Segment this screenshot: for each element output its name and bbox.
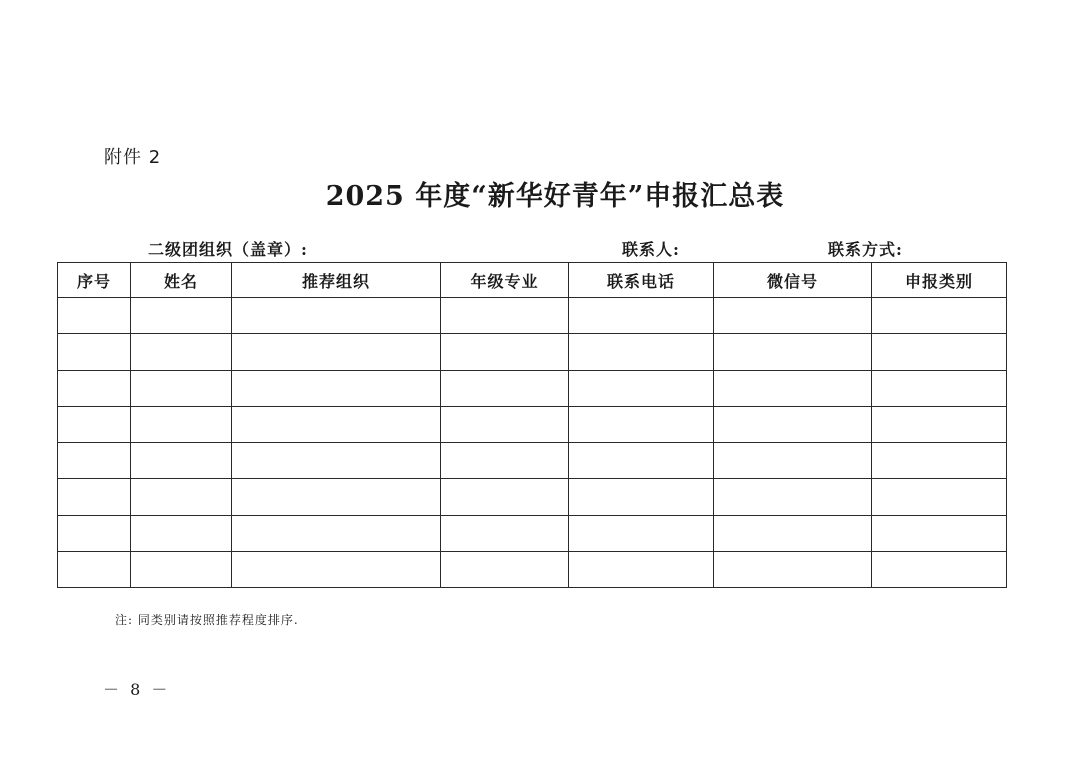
table-cell <box>58 479 131 515</box>
table-cell <box>872 406 1007 442</box>
table-row <box>58 479 1007 515</box>
table-cell <box>569 552 714 588</box>
table-cell <box>569 298 714 334</box>
table-cell <box>232 443 441 479</box>
header-cell: 微信号 <box>714 263 872 298</box>
page-number: － 8 － <box>103 680 171 699</box>
header-cell: 推荐组织 <box>232 263 441 298</box>
table-cell <box>131 443 232 479</box>
attachment-label: 附件 2 <box>104 147 162 168</box>
table-cell <box>872 479 1007 515</box>
table-row <box>58 443 1007 479</box>
table-cell <box>232 334 441 370</box>
table-cell <box>232 298 441 334</box>
table-cell <box>58 298 131 334</box>
table-cell <box>441 515 569 551</box>
table-cell <box>441 370 569 406</box>
table-cell <box>872 370 1007 406</box>
table-cell <box>872 515 1007 551</box>
table-cell <box>131 479 232 515</box>
table-row <box>58 406 1007 442</box>
page-title: 2025 年度“新华好青年”申报汇总表 <box>325 181 785 212</box>
table-cell <box>714 298 872 334</box>
table-cell <box>569 370 714 406</box>
table-cell <box>569 515 714 551</box>
table-cell <box>58 406 131 442</box>
table-cell <box>714 479 872 515</box>
table-cell <box>441 406 569 442</box>
table-header-row <box>58 263 1007 298</box>
table-cell <box>441 443 569 479</box>
table-cell <box>441 334 569 370</box>
table-cell <box>441 298 569 334</box>
table-cell <box>131 298 232 334</box>
table-cell <box>58 515 131 551</box>
contact-person-label: 联系人: <box>622 240 680 259</box>
header-cell: 申报类别 <box>872 263 1007 298</box>
table-row <box>58 515 1007 551</box>
table-cell <box>232 479 441 515</box>
table-cell <box>58 443 131 479</box>
table-cell <box>58 334 131 370</box>
header-cell: 姓名 <box>131 263 232 298</box>
table-cell <box>714 406 872 442</box>
table-cell <box>569 479 714 515</box>
table-row <box>58 298 1007 334</box>
table-cell <box>441 552 569 588</box>
table-cell <box>131 406 232 442</box>
contact-method-label: 联系方式: <box>828 240 903 259</box>
footnote: 注: 同类别请按照推荐程度排序. <box>115 613 299 627</box>
table-cell <box>872 552 1007 588</box>
table-cell <box>872 443 1007 479</box>
org-label: 二级团组织（盖章）: <box>148 240 308 259</box>
table-cell <box>569 334 714 370</box>
table-cell <box>232 406 441 442</box>
table-body <box>58 298 1007 588</box>
table-cell <box>131 552 232 588</box>
table-cell <box>714 370 872 406</box>
table-cell <box>58 370 131 406</box>
table-row <box>58 552 1007 588</box>
header-cell: 序号 <box>58 263 131 298</box>
table-cell <box>714 334 872 370</box>
table-cell <box>131 370 232 406</box>
table-row <box>58 370 1007 406</box>
header-cell: 年级专业 <box>441 263 569 298</box>
table-cell <box>714 552 872 588</box>
table-cell <box>131 334 232 370</box>
table-cell <box>232 370 441 406</box>
table-cell <box>441 479 569 515</box>
table-cell <box>714 515 872 551</box>
table-cell <box>872 298 1007 334</box>
table-cell <box>569 406 714 442</box>
table-cell <box>714 443 872 479</box>
table-cell <box>569 443 714 479</box>
table-row <box>58 334 1007 370</box>
table-cell <box>232 515 441 551</box>
summary-table <box>57 262 1007 588</box>
table-cell <box>131 515 232 551</box>
table-cell <box>232 552 441 588</box>
table-cell <box>872 334 1007 370</box>
table-cell <box>58 552 131 588</box>
header-cell: 联系电话 <box>569 263 714 298</box>
